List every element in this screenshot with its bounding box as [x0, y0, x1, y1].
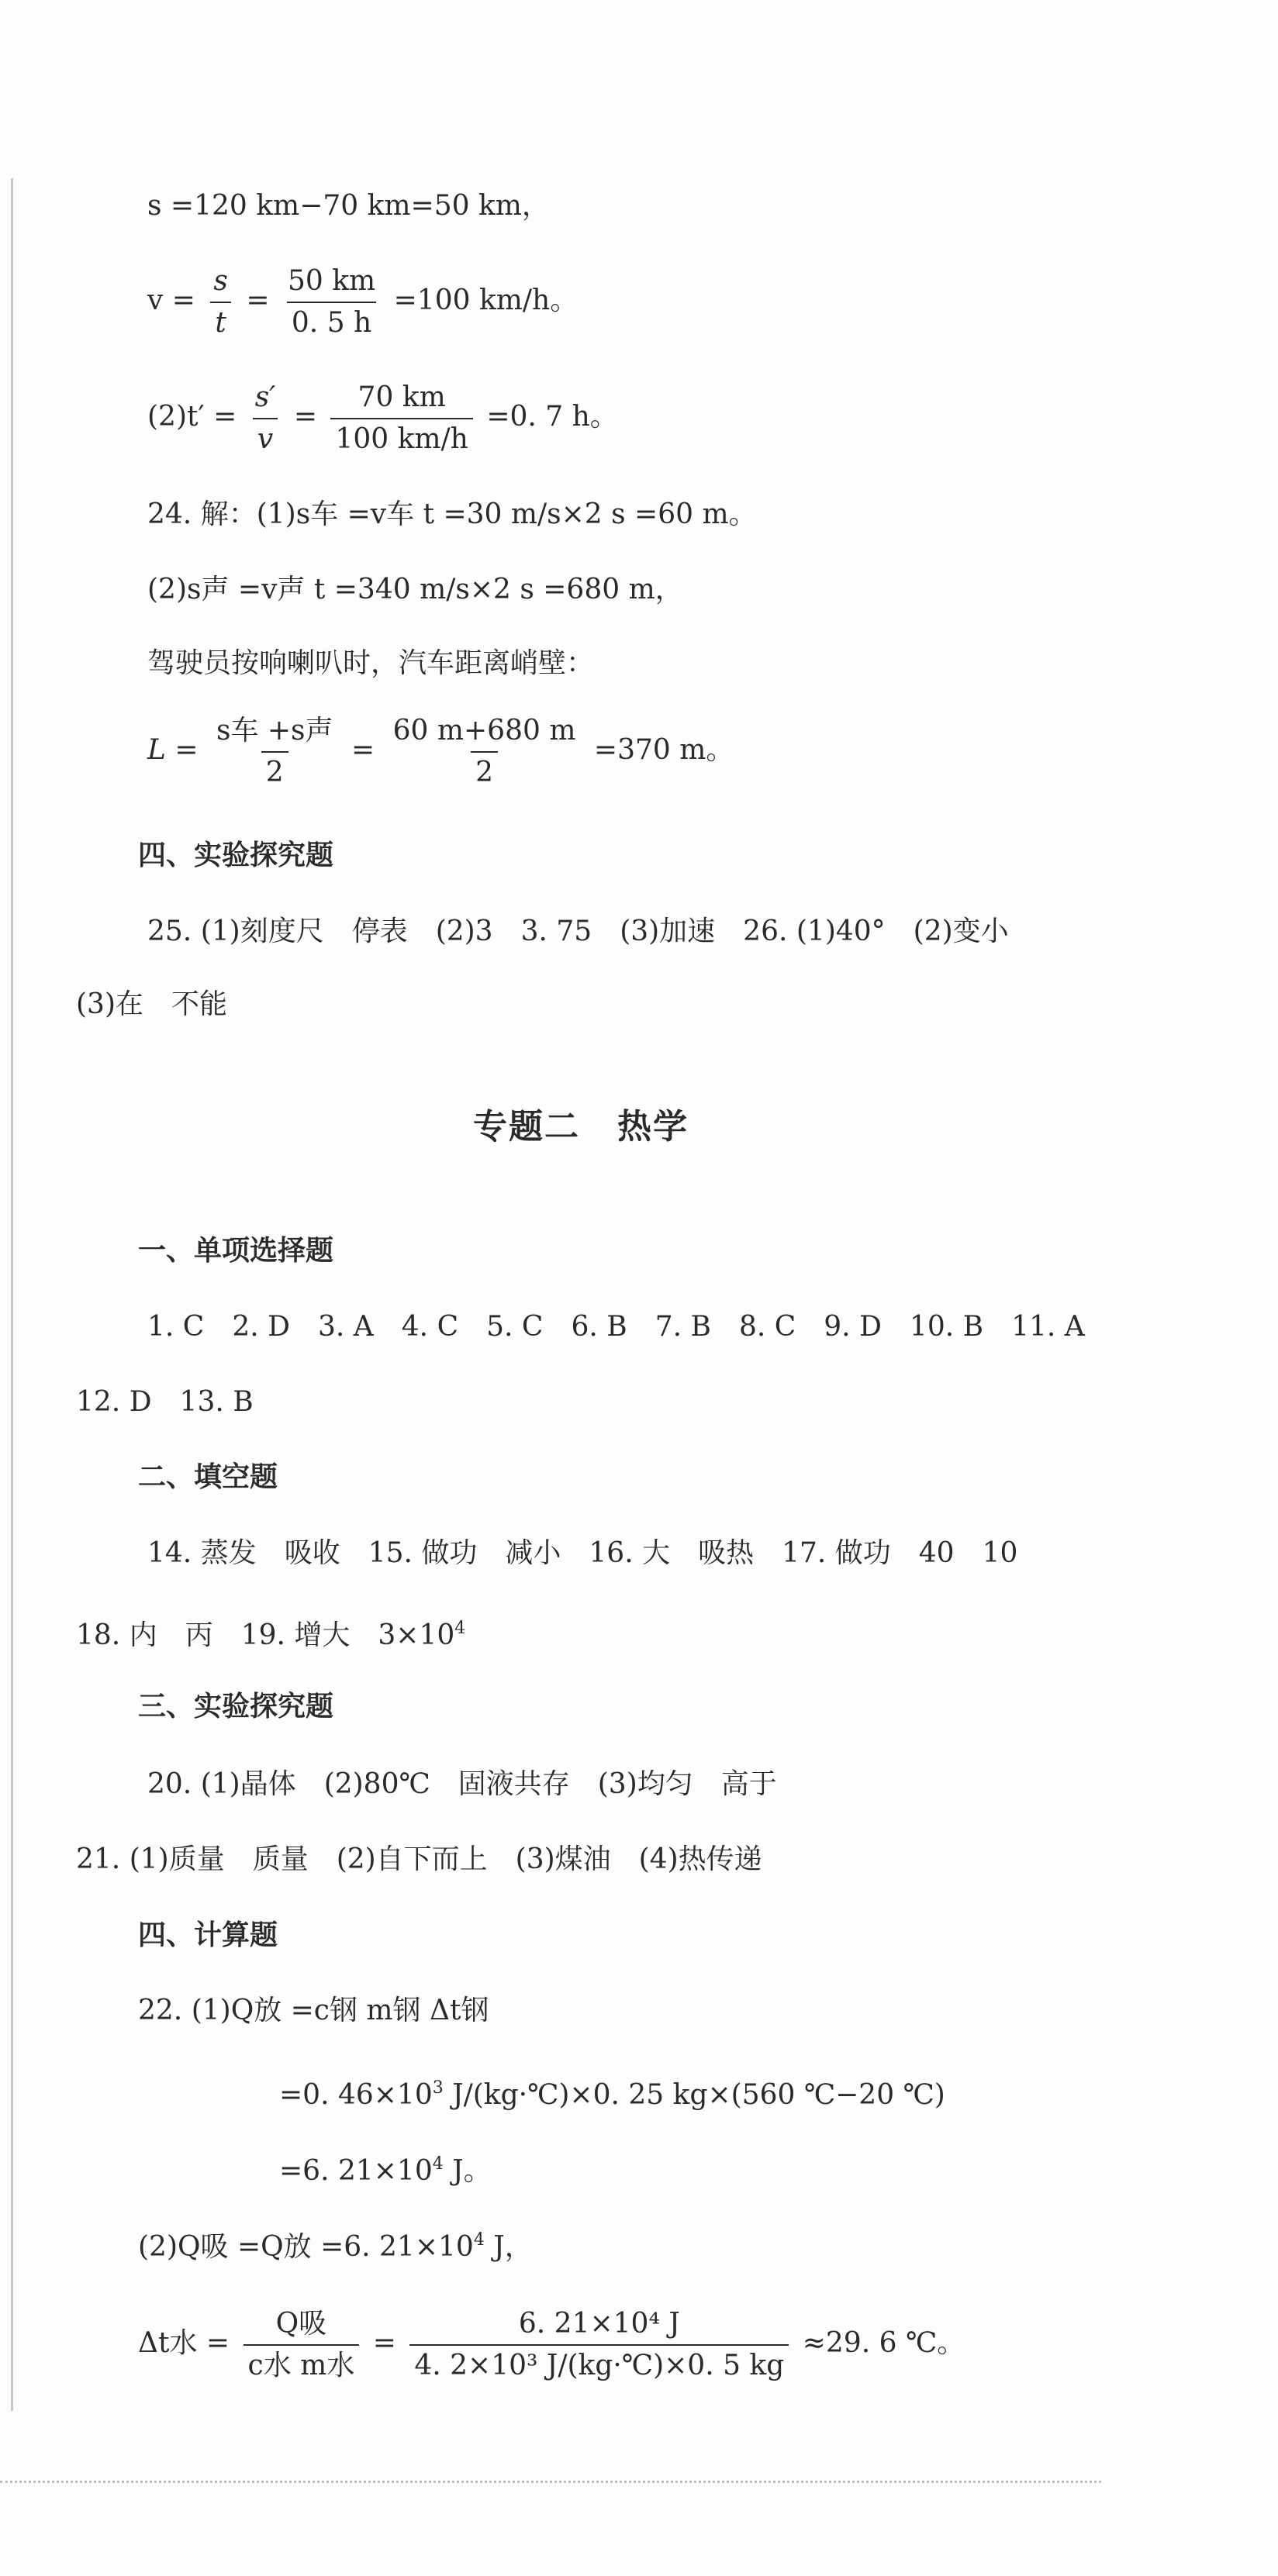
- fraction: $\frac{\text{Q吸}}{\text{c水 m水}}$: [244, 2306, 360, 2384]
- formula-velocity: v = $\frac{s}{t}$ = $\frac{50 km}{0. 5 h}$ =100 km/h。: [147, 264, 578, 341]
- text-line: (3)在 不能: [76, 988, 227, 1020]
- text-line: =0. $46\times 10^3$ J/(kg·℃)×0. 25 kg×(560 ℃−20 ℃): [279, 2078, 945, 2111]
- fraction: $\frac{s}{t}$: [209, 264, 232, 341]
- text-line: =6. $21\times 10^4$ J。: [279, 2154, 492, 2187]
- text-line: 22. (1)Q放 =c钢 m钢 Δt钢: [138, 1995, 489, 2026]
- fraction: $\frac{\text{6. 21×10⁴ J}}{\text{4. 2×10³ J/(kg·℃)×0. 5 kg}}$: [409, 2306, 789, 2384]
- fraction: $\frac{s'}{v}$: [250, 380, 281, 457]
- text-line: 14. 蒸发 吸收 15. 做功 减小 16. 大 吸热 17. 做功 40 10: [147, 1537, 1018, 1569]
- fraction: $\frac{60 m+680 m}{2}$: [389, 713, 581, 791]
- section-heading: 四、计算题: [138, 1919, 278, 1951]
- formula-time: (2)t′ = $\frac{s'}{v}$ = $\frac{70 km}{100 km/h}$ =0. 7 h。: [147, 380, 618, 457]
- text-line: 25. (1)刻度尺 停表 (2)3 3. 75 (3)加速 26. (1)40° (2)变小: [147, 916, 1009, 947]
- section-heading: 四、实验探究题: [138, 840, 334, 871]
- fraction: $\frac{50 km}{0. 5 h}$: [283, 264, 380, 341]
- formula-temperature: Δt水 = $\frac{\text{Q吸}}{\text{c水 m水}}$ = $\frac{\text{6. 21×10⁴ J}}{\text{4. 2×10³ J/(kg·℃)×0. 5 kg}}$ ≈29. 6 ℃。: [138, 2306, 965, 2384]
- divider: [0, 2481, 1101, 2483]
- section-heading: 一、单项选择题: [138, 1235, 334, 1267]
- fraction: $\frac{\text{s车 +s声}}{2}$: [212, 713, 338, 791]
- page-title: 专题二 热学: [473, 1107, 689, 1147]
- text-line: 12. D 13. B: [76, 1386, 254, 1418]
- formula-distance: L = $\frac{\text{s车 +s声}}{2}$ = $\frac{60 m+680 m}{2}$ =370 m。: [147, 713, 734, 791]
- text-line: s =120 km−70 km=50 km，: [147, 190, 550, 222]
- text-line: 21. (1)质量 质量 (2)自下而上 (3)煤油 (4)热传递: [76, 1843, 762, 1875]
- fraction: $\frac{70 km}{100 km/h}$: [330, 380, 472, 457]
- page-edge: [11, 178, 13, 2411]
- section-heading: 二、填空题: [138, 1461, 278, 1493]
- text-line: 20. (1)晶体 (2)80℃ 固液共存 (3)均匀 高于: [147, 1768, 777, 1800]
- text-line: (2)s声 =v声 t =340 m/s×2 s =680 m，: [147, 574, 683, 605]
- text-line: 24. 解：(1)s车 =v车 t =30 m/s×2 s =60 m。: [147, 498, 757, 530]
- text-line: 驾驶员按响喇叭时，汽车距离峭壁：: [147, 647, 595, 679]
- text-line: 18. 内 丙 19. 增大 $3\times 10^4$: [76, 1619, 466, 1651]
- text-line: 1. C 2. D 3. A 4. C 5. C 6. B 7. B 8. C 9. D 10. B 11. A: [147, 1311, 1085, 1343]
- text-line: (2)Q吸 =Q放 =6. $21\times 10^4$ J，: [138, 2230, 533, 2263]
- section-heading: 三、实验探究题: [138, 1691, 334, 1723]
